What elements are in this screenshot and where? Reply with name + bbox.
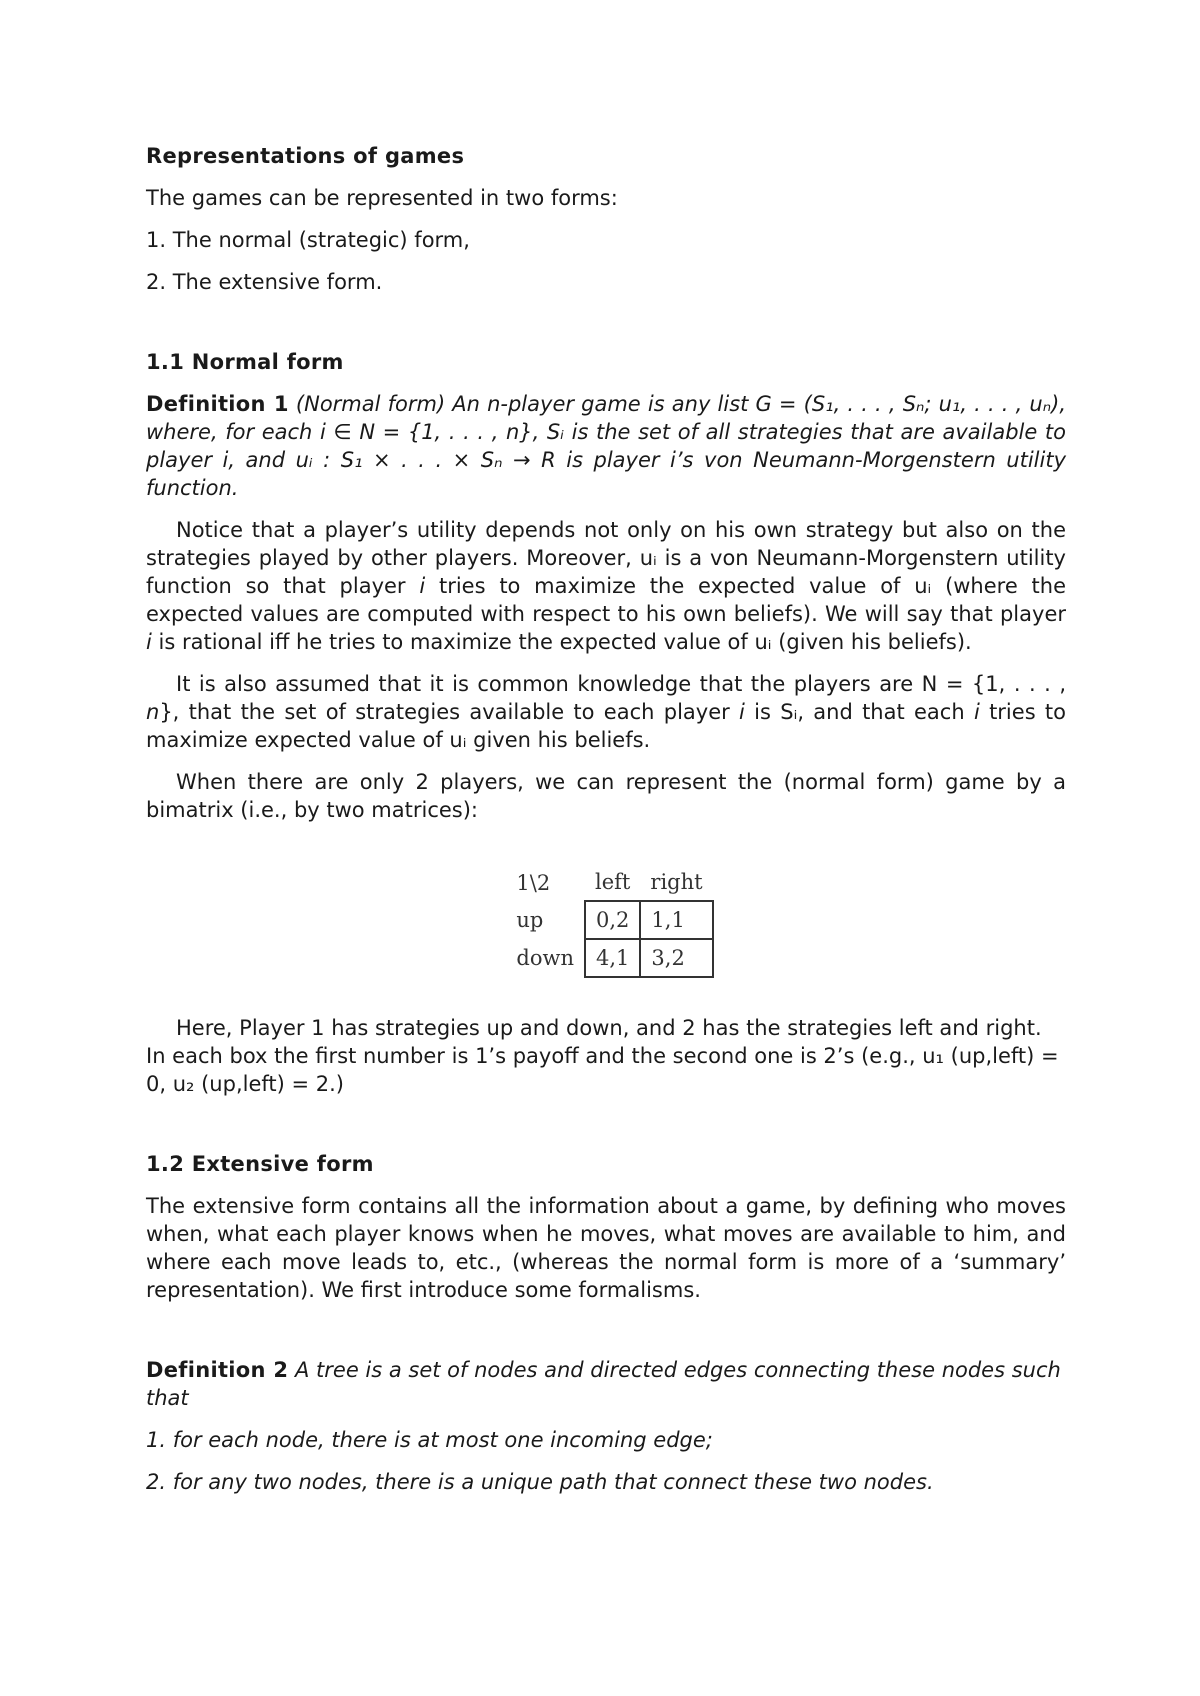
intro-paragraph: The games can be represented in two forms:: [146, 186, 618, 210]
paragraph-utility-part-b: tries to maximize the expected value of uᵢ (where the expected values are computed with respect to his own beliefs). We will say that player: [146, 574, 1066, 626]
bimatrix-row-label: down: [516, 946, 574, 970]
paragraph-extensive-form: The extensive form contains all the information about a game, by defining who moves when, what each player knows when he moves, what moves are available to him, and where each move leads to, etc., (whereas the normal form is more of a ‘summary’ representation). We first introduce some formalisms.: [146, 1194, 1066, 1302]
paragraph-ck-part-c: is Sᵢ, and that each: [744, 700, 974, 724]
paragraph-ck-part-b: }, that the set of strategies available to each player: [159, 700, 740, 724]
bimatrix-row-down: [506, 939, 712, 977]
bimatrix-cell: 1,1: [640, 901, 712, 939]
bimatrix-container: [154, 864, 1066, 978]
italic-i: i: [419, 574, 426, 598]
bimatrix-header-row: [506, 864, 712, 901]
tree-condition-2: 2. for any two nodes, there is a unique path that connect these two nodes.: [146, 1470, 934, 1494]
definition-2: [146, 1356, 1066, 1412]
italic-i: i: [739, 700, 745, 724]
paragraph-utility: [146, 516, 1066, 656]
italic-i: i: [973, 700, 980, 724]
tree-condition-1: 1. for each node, there is at most one incoming edge;: [146, 1428, 713, 1452]
bimatrix-table: [506, 864, 713, 978]
bimatrix-cell: 3,2: [640, 939, 712, 977]
bimatrix-cell: 0,2: [585, 901, 640, 939]
bimatrix-cell: 4,1: [585, 939, 640, 977]
list-item-normal-form: 1. The normal (strategic) form,: [146, 228, 470, 252]
italic-n: n: [146, 700, 160, 724]
section-title-extensive-form: 1.2 Extensive form: [146, 1152, 374, 1176]
paragraph-common-knowledge: [146, 670, 1066, 754]
definition-1: [146, 390, 1066, 502]
bimatrix-corner: 1\2: [516, 870, 551, 895]
document-content: [146, 142, 1066, 1496]
paragraph-utility-part-a: Notice that a player’s utility depends not only on his own strategy but also on the strategies played by other players. Moreover, uᵢ is a von Neumann-Morgenstern utility function so that player: [146, 518, 1066, 598]
paragraph-utility-part-c: is rational iff he tries to maximize the expected value of uᵢ (given his beliefs).: [151, 630, 972, 654]
paragraph-bimatrix-intro: When there are only 2 players, we can represent the (normal form) game by a bimatrix (i.e., by two matrices):: [146, 770, 1066, 822]
definition-1-label: Definition 1: [146, 392, 289, 416]
italic-i: i: [146, 630, 152, 654]
bimatrix-col-left: left: [595, 870, 631, 894]
paragraph-ck-part-d: tries to maximize expected value of uᵢ given his beliefs.: [146, 700, 1066, 752]
section-title-normal-form: 1.1 Normal form: [146, 350, 344, 374]
paragraph-ck-part-a: It is also assumed that it is common knowledge that the players are N = {1, . . . ,: [176, 672, 1066, 696]
definition-2-label: Definition 2: [146, 1358, 289, 1382]
bimatrix-row-label: up: [516, 908, 544, 932]
paragraph-payoff-explanation: Here, Player 1 has strategies up and down, and 2 has the strategies left and right. In each box the first number is 1’s payoff and the second one is 2’s (e.g., u₁ (up,left) = 0, u₂ (up,left) = 2.): [146, 1016, 1059, 1096]
definition-2-text: A tree is a set of nodes and directed edges connecting these nodes such that: [146, 1358, 1061, 1410]
definition-1-text: (Normal form) An n-player game is any list G = (S₁, . . . , Sₙ; u₁, . . . , uₙ), where, for each i ∈ N = {1, . . . , n}, Sᵢ is the set of all strategies that are available to player i, and uᵢ : S₁ × . . . × Sₙ → R is player i’s von Neumann-Morgenstern utility function.: [146, 392, 1066, 500]
list-item-extensive-form: 2. The extensive form.: [146, 270, 383, 294]
section-title-representations: Representations of games: [146, 144, 465, 168]
bimatrix-col-right: right: [650, 870, 703, 894]
bimatrix-row-up: [506, 901, 712, 939]
